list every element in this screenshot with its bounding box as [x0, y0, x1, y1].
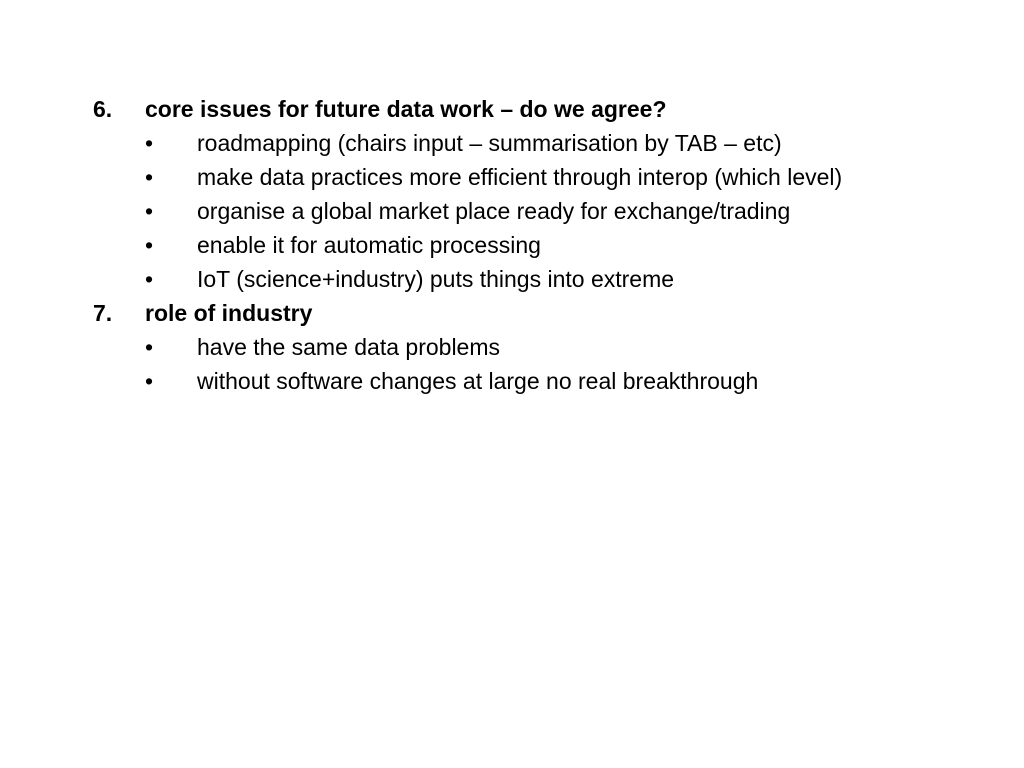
bullet-icon: •: [145, 266, 154, 292]
outline-list: [93, 92, 993, 398]
outline-item-7: [93, 296, 993, 398]
item-heading: role of industry: [145, 300, 313, 326]
bullet-text: IoT (science+industry) puts things into extreme: [197, 266, 675, 292]
outline-item-header: [93, 92, 993, 126]
bullet-text: roadmapping (chairs input – summarisation by TAB – etc): [197, 130, 782, 156]
item-number: 6.: [93, 96, 113, 122]
bullet-icon: •: [145, 334, 154, 360]
outline-item-6: [93, 92, 993, 296]
bullet-icon: •: [145, 232, 154, 258]
bullet-text: make data practices more efficient through interop (which level): [197, 164, 843, 190]
outline-item-header: [93, 296, 993, 330]
bullet-item: [93, 364, 993, 398]
bullet-item: [93, 330, 993, 364]
bullet-item: [93, 194, 993, 228]
bullet-text: have the same data problems: [197, 334, 501, 360]
bullet-item: [93, 228, 993, 262]
bullet-text: without software changes at large no real breakthrough: [197, 368, 759, 394]
bullet-item: [93, 262, 993, 296]
bullet-text: enable it for automatic processing: [197, 232, 541, 258]
bullet-list: [93, 330, 993, 398]
bullet-icon: •: [145, 164, 154, 190]
bullet-list: [93, 126, 993, 296]
item-heading: core issues for future data work – do we agree?: [145, 96, 667, 122]
bullet-item: [93, 160, 993, 194]
bullet-icon: •: [145, 130, 154, 156]
bullet-text: organise a global market place ready for exchange/trading: [197, 198, 791, 224]
bullet-icon: •: [145, 368, 154, 394]
bullet-item: [93, 126, 993, 160]
bullet-icon: •: [145, 198, 154, 224]
item-number: 7.: [93, 300, 113, 326]
